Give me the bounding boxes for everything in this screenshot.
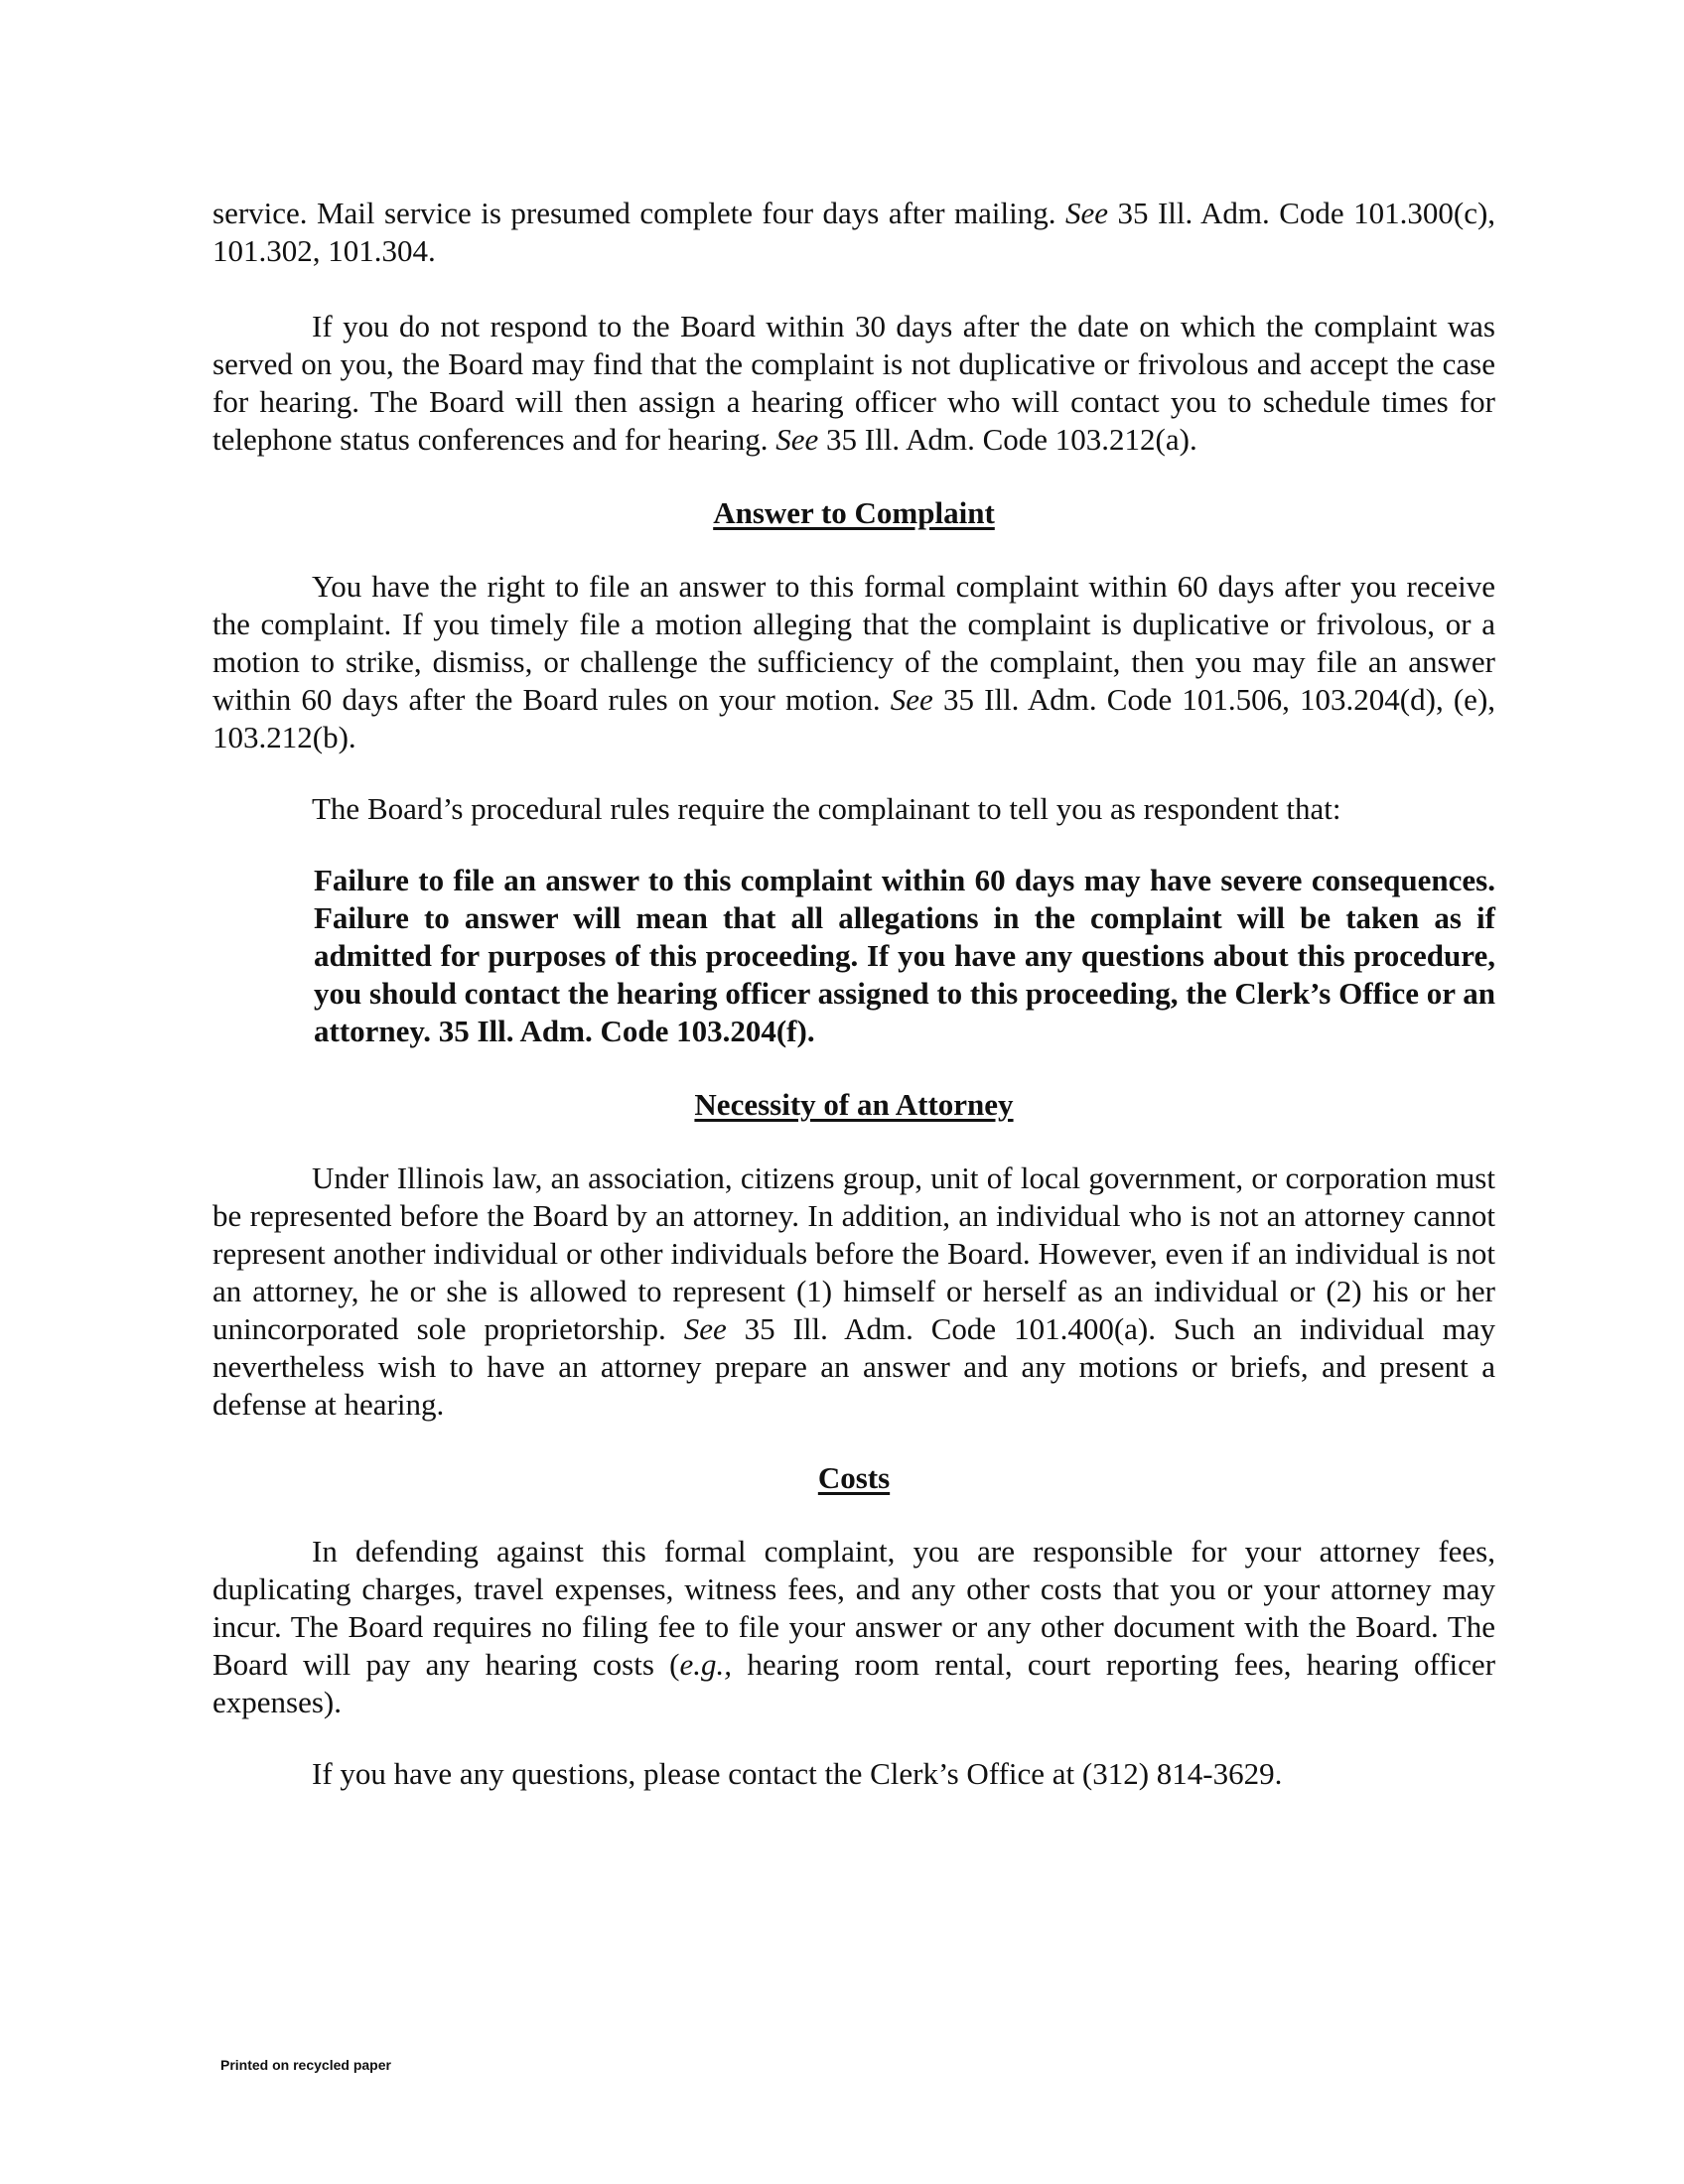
paragraph-attorney: [212, 1160, 1495, 1424]
bold-notice: Failure to file an answer to this complaint within 60 days may have severe consequences. Failure to answer will mean that all allegations in the complaint will be taken as if admitted for purposes of this proceeding. If you have any questions about this procedure, you should contact the hearing officer assigned to this proceeding, the Clerk’s Office or an attorney. 35 Ill. Adm. Code 103.204(f).: [314, 863, 1495, 1048]
footer-recycled-note: Printed on recycled paper: [220, 2057, 391, 2073]
paragraph-answer: [212, 568, 1495, 756]
heading-costs: Costs: [817, 1460, 891, 1495]
paragraph-attorney-text: Under Illinois law, an association, citizens group, unit of local government, or corporation must be represented before the Board by an attorney. In addition, an individual who is not an attorney cannot represent another individual or other individuals before the Board. However, even if an individual is not an attorney, he or she is allowed to represent (1) himself or herself as an individual or (2) his or her unincorporated sole proprietorship.: [212, 1160, 1495, 1346]
paragraph-costs-rest: hearing room rental, court reporting fees, hearing officer expenses).: [212, 1647, 1496, 1719]
paragraph-costs: [212, 1533, 1495, 1721]
paragraph-answer-text: You have the right to file an answer to this formal complaint within 60 days after you receive the complaint. If you timely file a motion alleging that the complaint is duplicative or frivolous, or a motion to strike, dismiss, or challenge the sufficiency of the complaint, then you may file an answer within 60 days after the Board rules on your motion.: [212, 569, 1495, 717]
paragraph-no-response: [212, 308, 1495, 459]
paragraph-no-response-text: If you do not respond to the Board within 30 days after the date on which the complaint was served on you, the Board may find that the complaint is not duplicative or frivolous and accept the case for hearing. The Board will then assign a hearing officer who will contact you to schedule times for telephone status conferences and for hearing.: [212, 309, 1495, 457]
heading-necessity-of-attorney: Necessity of an Attorney: [694, 1087, 1014, 1122]
paragraph-service-text: service. Mail service is presumed complete four days after mailing.: [212, 196, 1056, 230]
paragraph-procedural-rules: The Board’s procedural rules require the complainant to tell you as respondent that:: [312, 791, 1341, 826]
document-page: [212, 195, 1495, 1793]
paragraph-attorney-rest: 35 Ill. Adm. Code 101.400(a). Such an individual may nevertheless wish to have an attorney prepare an answer and any motions or briefs, and present a defense at hearing.: [212, 1311, 1496, 1422]
see-signal: See: [683, 1311, 727, 1346]
citation: 35 Ill. Adm. Code 101.300(c), 101.302, 101.304.: [212, 196, 1496, 268]
citation: 35 Ill. Adm. Code 101.506, 103.204(d), (e), 103.212(b).: [212, 682, 1496, 754]
citation: 35 Ill. Adm. Code 103.212(a).: [826, 422, 1197, 457]
heading-answer-to-complaint: Answer to Complaint: [713, 495, 995, 530]
see-signal: See: [775, 422, 819, 457]
see-signal: See: [1065, 196, 1109, 230]
eg-abbreviation: e.g.,: [679, 1647, 733, 1682]
paragraph-contact: If you have any questions, please contact the Clerk’s Office at (312) 814-3629.: [312, 1756, 1283, 1791]
see-signal: See: [890, 682, 933, 717]
paragraph-costs-text: In defending against this formal complaint, you are responsible for your attorney fees, duplicating charges, travel expenses, witness fees, and any other costs that you or your attorney may incur. The Board requires no filing fee to file your answer or any other document with the Board. The Board will pay any hearing costs (: [212, 1534, 1495, 1682]
paragraph-service: [212, 195, 1495, 270]
